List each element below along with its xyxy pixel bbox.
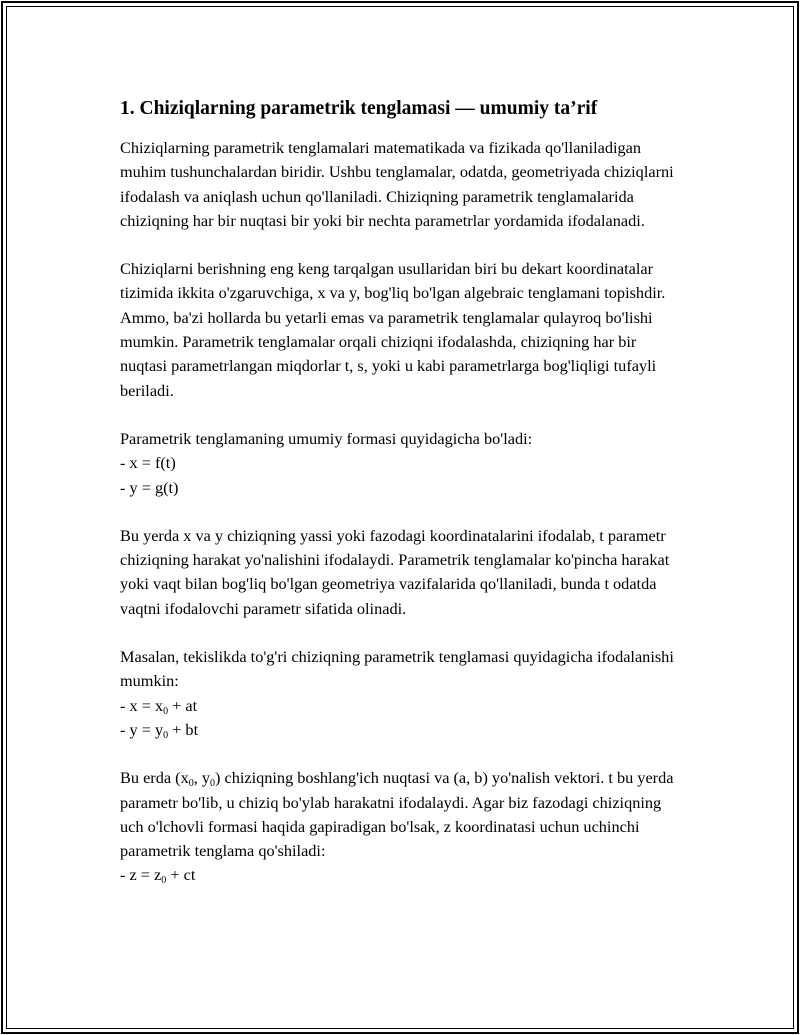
document-page: [1, 1, 799, 1034]
start-point-subscript-x: 0: [188, 778, 194, 790]
paragraph-explanation: Bu yerda x va y chiziqning yassi yoki fazodagi koordinatalarini ifodalab, t parametr chiziqning harakat yo'nalishini ifodalaydi. Parametrik tenglamalar ko'pincha harakat yoki vaqt bilan bog'liq bo'lgan geometriya vazifalarida qo'llaniladi, bunda t odatda vaqtni ifodalovchi parametr sifatida olinadi.: [120, 525, 670, 618]
line-equation-x: [120, 694, 685, 718]
paragraph-cartesian: Chiziqlarni berishning eng keng tarqalgan usullaridan biri bu dekart koordinatalar tizimida ikkita o'zgaruvchiga, x va y, bog'liq bo'lgan algebraic tenglamani topishdir. Ammo, ba'zi hollarda bu yetarli emas va parametrik tenglamalar qulayroq bo'lishi mumkin. Parametrik tenglamalar orqali chiziqni ifodalashda, chiziqning har bir nuqtasi parametrlangan miqdorlar t, s, yoki u kabi parametrlarga bog'liqligi tufayli beriladi.: [120, 259, 666, 400]
equation-y-subscript: 0: [163, 729, 169, 741]
start-point-subscript-y: 0: [210, 778, 215, 790]
paragraph-intro: Chiziqlarning parametrik tenglamalari matematikada va fizikada qo'llaniladigan muhim tushunchalardan biridir. Ushbu tenglamalar, odatda, geometriyada chiziqlarni ifodalash va aniqlash uchun qo'llaniladi. Chiziqning parametrik tenglamalarida chiziqning har bir nuqtasi bir yoki bir nechta parametrlar yordamida ifodalanadi.: [120, 138, 674, 230]
line-equation-z: [120, 863, 685, 887]
start-point-text-3: ) chiziqning boshlang'ich nuqtasi va (a, b) yo'nalish vektori. t bu yerda parametr bo'lib, u chiziq bo'ylab harakatni ifodalaydi. Agar biz fazodagi chiziqning uch o'lchovli formasi haqida gapiradigan bo'lsak, z koordinatasi uchun uchinchi parametrik tenglama qo'shiladi:: [120, 768, 674, 861]
line-example-block: [120, 645, 685, 742]
start-point-text-1: Bu erda (x: [120, 768, 189, 788]
equation-y-lhs: - y = y: [120, 719, 164, 739]
equation-z-rhs: + ct: [166, 865, 196, 885]
document-content: [120, 94, 685, 912]
line-equation-y: [120, 718, 685, 742]
paragraph-starting-point: [120, 766, 685, 887]
equation-x-subscript: 0: [163, 705, 169, 717]
section-heading: 1. Chiziqlarning parametrik tenglamasi — umumiy ta’rif: [120, 98, 598, 119]
start-point-text-2: , y: [193, 768, 210, 788]
general-form-block: [120, 427, 685, 500]
general-equation-x: - x = f(t): [120, 453, 176, 473]
equation-x-lhs: - x = x: [120, 695, 164, 715]
equation-x-rhs: + at: [168, 695, 198, 715]
general-equation-y: - y = g(t): [120, 477, 179, 497]
equation-y-rhs: + bt: [168, 719, 199, 739]
equation-z-lhs: - z = z: [120, 865, 162, 885]
general-form-intro: Parametrik tenglamaning umumiy formasi quyidagicha bo'ladi:: [120, 428, 533, 448]
equation-z-subscript: 0: [161, 875, 167, 887]
example-intro: Masalan, tekislikda to'g'ri chiziqning parametrik tenglamasi quyidagicha ifodalanishi mumkin:: [120, 647, 674, 691]
